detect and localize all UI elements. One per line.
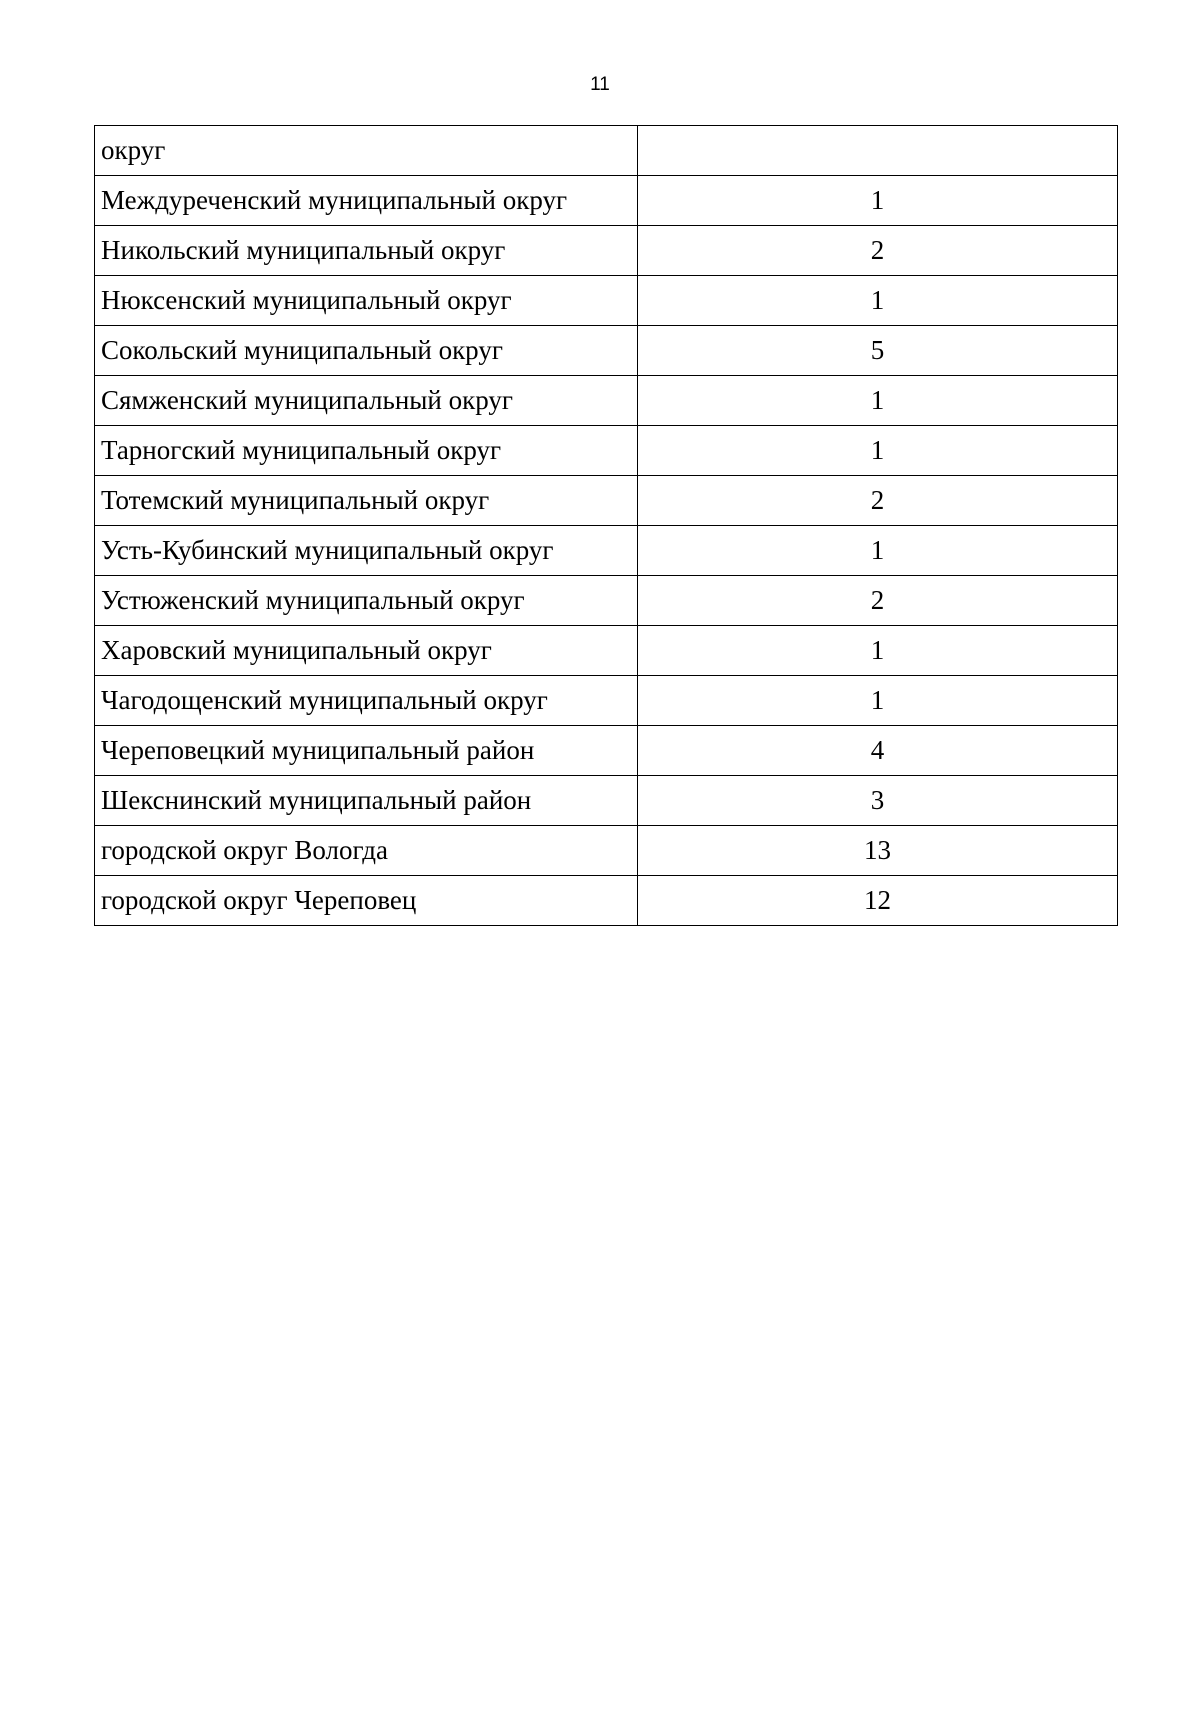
table-row: [95, 326, 1118, 376]
district-value: 3: [638, 776, 1118, 826]
table-row: [95, 776, 1118, 826]
district-value: [638, 126, 1118, 176]
district-value: 1: [638, 426, 1118, 476]
district-name: Шекснинский муниципальный район: [95, 776, 638, 826]
table-row: [95, 676, 1118, 726]
table-row: [95, 826, 1118, 876]
district-name: городской округ Череповец: [95, 876, 638, 926]
table-row: [95, 726, 1118, 776]
district-value: 2: [638, 576, 1118, 626]
district-name: Междуреченский муниципальный округ: [95, 176, 638, 226]
district-value: 2: [638, 226, 1118, 276]
table-row: [95, 576, 1118, 626]
table-row: [95, 176, 1118, 226]
district-name: Чагодощенский муниципальный округ: [95, 676, 638, 726]
table-row: [95, 376, 1118, 426]
district-name: Сокольский муниципальный округ: [95, 326, 638, 376]
districts-table: [94, 125, 1118, 926]
district-name: Устюженский муниципальный округ: [95, 576, 638, 626]
district-name: округ: [95, 126, 638, 176]
district-value: 1: [638, 626, 1118, 676]
table-row: [95, 526, 1118, 576]
district-value: 1: [638, 676, 1118, 726]
district-name: Нюксенский муниципальный округ: [95, 276, 638, 326]
table-row: [95, 626, 1118, 676]
table-row: [95, 876, 1118, 926]
district-name: Сямженский муниципальный округ: [95, 376, 638, 426]
table-row: [95, 476, 1118, 526]
district-value: 1: [638, 376, 1118, 426]
district-value: 2: [638, 476, 1118, 526]
district-value: 1: [638, 526, 1118, 576]
district-name: городской округ Вологда: [95, 826, 638, 876]
district-name: Усть-Кубинский муниципальный округ: [95, 526, 638, 576]
district-value: 5: [638, 326, 1118, 376]
table-row: [95, 426, 1118, 476]
table-row: [95, 226, 1118, 276]
table-row: [95, 276, 1118, 326]
district-value: 1: [638, 176, 1118, 226]
table-row: [95, 126, 1118, 176]
district-name: Харовский муниципальный округ: [95, 626, 638, 676]
page-number: 11: [590, 74, 610, 95]
district-value: 13: [638, 826, 1118, 876]
district-value: 1: [638, 276, 1118, 326]
district-name: Череповецкий муниципальный район: [95, 726, 638, 776]
district-name: Никольский муниципальный округ: [95, 226, 638, 276]
district-value: 12: [638, 876, 1118, 926]
district-name: Тарногский муниципальный округ: [95, 426, 638, 476]
district-name: Тотемский муниципальный округ: [95, 476, 638, 526]
district-value: 4: [638, 726, 1118, 776]
